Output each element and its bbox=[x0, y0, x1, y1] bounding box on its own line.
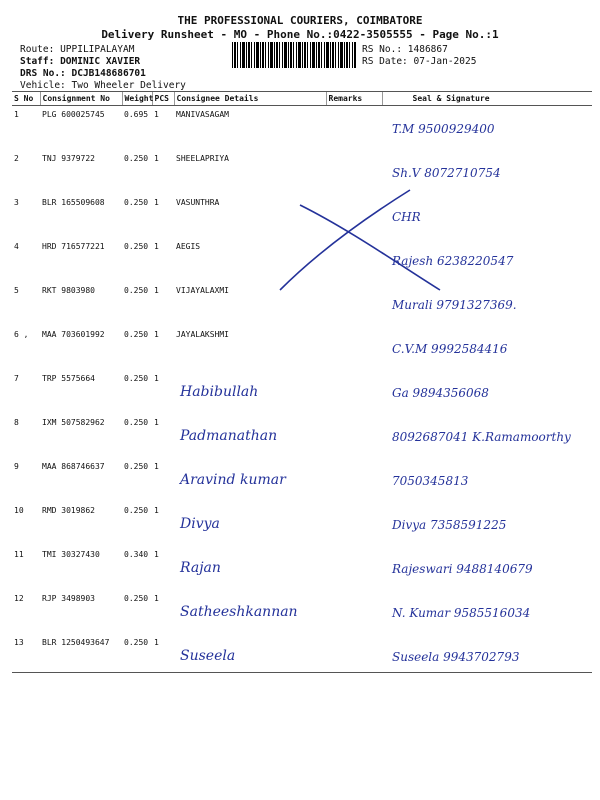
table-row bbox=[12, 326, 592, 370]
weight-cell: 0.250 bbox=[124, 198, 149, 207]
consignee-name: SHEELAPRIYA bbox=[176, 154, 229, 163]
consignee-cell bbox=[174, 634, 326, 673]
signature-cell bbox=[382, 370, 592, 414]
consignee-name: VIJAYALAXMI bbox=[176, 286, 229, 295]
col-header-signature: Seal & Signature bbox=[382, 92, 592, 106]
handwritten-signature: Ga 9894356068 bbox=[392, 386, 489, 400]
pcs-cell: 1 bbox=[154, 374, 159, 383]
rs-no-line bbox=[362, 44, 448, 55]
vehicle-value: Two Wheeler Delivery bbox=[71, 80, 186, 91]
handwritten-signature: N. Kumar 9585516034 bbox=[392, 606, 531, 620]
pcs-cell: 1 bbox=[154, 198, 159, 207]
pcs-cell: 1 bbox=[154, 154, 159, 163]
table-row bbox=[12, 634, 592, 673]
table-row bbox=[12, 414, 592, 458]
handwritten-consignee: Rajan bbox=[180, 560, 221, 576]
consignee-name: JAYALAKSHMI bbox=[176, 330, 229, 339]
handwritten-signature: 8092687041 K.Ramamoorthy bbox=[392, 430, 571, 444]
handwritten-signature: Murali 9791327369. bbox=[392, 298, 517, 312]
strike-cross-mark bbox=[240, 185, 445, 295]
pcs-cell: 1 bbox=[154, 506, 159, 515]
rs-date-line bbox=[362, 56, 476, 67]
consignee-cell bbox=[174, 414, 326, 458]
handwritten-signature: Rajesh 6238220547 bbox=[392, 254, 514, 268]
remarks-cell bbox=[326, 106, 382, 151]
consignment-cell: RKT 9803980 bbox=[42, 286, 95, 295]
weight-cell: 0.340 bbox=[124, 550, 149, 559]
runsheet-subtitle: Delivery Runsheet - MO - Phone No.:0422-3505555 - Page No.:1 bbox=[101, 28, 499, 41]
sno-cell: 7 bbox=[14, 374, 19, 383]
weight-cell: 0.695 bbox=[124, 110, 149, 119]
weight-cell: 0.250 bbox=[122, 634, 152, 673]
pcs-cell: 1 bbox=[154, 462, 159, 471]
route-line bbox=[20, 44, 134, 55]
consignee-name: MANIVASAGAM bbox=[176, 110, 229, 119]
consignment-cell: BLR 1250493647 bbox=[40, 634, 122, 673]
signature-cell bbox=[382, 414, 592, 458]
sno-cell: 5 bbox=[14, 286, 19, 295]
pcs-cell: 1 bbox=[152, 634, 174, 673]
pcs-cell: 1 bbox=[154, 110, 159, 119]
weight-cell: 0.250 bbox=[124, 594, 149, 603]
handwritten-signature: C.V.M 9992584416 bbox=[392, 342, 508, 356]
consignment-cell: BLR 165509608 bbox=[42, 198, 105, 207]
table-row bbox=[12, 546, 592, 590]
consignee-name: VASUNTHRA bbox=[176, 198, 220, 207]
col-header-sno: S No bbox=[12, 92, 40, 106]
staff-value: DOMINIC XAVIER bbox=[60, 56, 141, 67]
pcs-cell: 1 bbox=[154, 286, 159, 295]
sno-cell: 3 bbox=[14, 198, 19, 207]
consignment-cell: MAA 703601992 bbox=[42, 330, 105, 339]
sno-cell: 13 bbox=[12, 634, 40, 673]
runsheet-table bbox=[12, 91, 592, 673]
col-header-consignee: Consignee Details bbox=[174, 92, 326, 106]
col-header-pcs: PCS bbox=[152, 92, 174, 106]
handwritten-signature: Sh.V 8072710754 bbox=[392, 166, 501, 180]
weight-cell: 0.250 bbox=[124, 154, 149, 163]
weight-cell: 0.250 bbox=[124, 462, 149, 471]
consignee-cell bbox=[174, 370, 326, 414]
consignment-cell: IXM 507582962 bbox=[42, 418, 105, 427]
remarks-cell bbox=[326, 414, 382, 458]
consignee-cell bbox=[174, 326, 326, 370]
sno-cell: 9 bbox=[14, 462, 19, 471]
vehicle-label: Vehicle: bbox=[20, 80, 66, 91]
pcs-cell: 1 bbox=[154, 418, 159, 427]
consignee-cell bbox=[174, 546, 326, 590]
consignee-name: AEGIS bbox=[176, 242, 201, 251]
remarks-cell bbox=[326, 370, 382, 414]
handwritten-consignee: Padmanathan bbox=[180, 428, 278, 444]
route-label: Route: bbox=[20, 44, 55, 55]
consignment-cell: RJP 3498903 bbox=[42, 594, 95, 603]
remarks-cell bbox=[326, 502, 382, 546]
col-header-remarks: Remarks bbox=[326, 92, 382, 106]
pcs-cell: 1 bbox=[154, 594, 159, 603]
weight-cell: 0.250 bbox=[124, 506, 149, 515]
signature-cell bbox=[382, 458, 592, 502]
consignee-cell bbox=[174, 106, 326, 151]
rs-no-label: RS No.: bbox=[362, 44, 403, 55]
handwritten-signature: CHR bbox=[392, 210, 421, 224]
consignment-cell: TRP 5575664 bbox=[42, 374, 95, 383]
handwritten-consignee: Satheeshkannan bbox=[180, 604, 298, 620]
remarks-cell bbox=[326, 546, 382, 590]
sno-cell: 11 bbox=[14, 550, 24, 559]
pcs-cell: 1 bbox=[154, 550, 159, 559]
remarks-cell bbox=[326, 590, 382, 634]
company-title: THE PROFESSIONAL COURIERS, COIMBATORE bbox=[177, 14, 423, 27]
handwritten-signature: Divya 7358591225 bbox=[392, 518, 507, 532]
weight-cell: 0.250 bbox=[124, 286, 149, 295]
route-value: UPPILIPALAYAM bbox=[60, 44, 135, 55]
handwritten-signature: T.M 9500929400 bbox=[392, 122, 495, 136]
sno-cell: 12 bbox=[14, 594, 24, 603]
handwritten-consignee: Suseela bbox=[180, 648, 236, 664]
rs-no-value: 1486867 bbox=[407, 44, 448, 55]
pcs-cell: 1 bbox=[154, 242, 159, 251]
table-row bbox=[12, 370, 592, 414]
table-row bbox=[12, 590, 592, 634]
weight-cell: 0.250 bbox=[124, 330, 149, 339]
consignee-cell bbox=[174, 458, 326, 502]
sno-cell: 6 , bbox=[14, 330, 29, 339]
sno-cell: 1 bbox=[14, 110, 19, 119]
sno-cell: 2 bbox=[14, 154, 19, 163]
consignee-cell bbox=[174, 502, 326, 546]
pcs-cell: 1 bbox=[154, 330, 159, 339]
consignment-cell: MAA 868746637 bbox=[42, 462, 105, 471]
signature-cell bbox=[382, 326, 592, 370]
handwritten-consignee: Divya bbox=[180, 516, 220, 532]
sno-cell: 4 bbox=[14, 242, 19, 251]
table-row bbox=[12, 502, 592, 546]
remarks-cell bbox=[326, 326, 382, 370]
weight-cell: 0.250 bbox=[124, 374, 149, 383]
table-row bbox=[12, 458, 592, 502]
drs-line bbox=[20, 68, 146, 79]
consignment-cell: TMI 30327430 bbox=[42, 550, 100, 559]
remarks-cell bbox=[326, 634, 382, 673]
table-header-row bbox=[12, 92, 592, 106]
sno-cell: 8 bbox=[14, 418, 19, 427]
staff-line bbox=[20, 56, 140, 67]
weight-cell: 0.250 bbox=[124, 242, 149, 251]
signature-cell bbox=[382, 634, 592, 673]
vehicle-line bbox=[20, 80, 186, 91]
sno-cell: 10 bbox=[14, 506, 24, 515]
table-row bbox=[12, 106, 592, 151]
handwritten-signature: 7050345813 bbox=[392, 474, 469, 488]
signature-cell bbox=[382, 106, 592, 151]
rs-date-label: RS Date: bbox=[362, 56, 408, 67]
consignment-cell: PLG 600025745 bbox=[42, 110, 105, 119]
consignment-cell: TNJ 9379722 bbox=[42, 154, 95, 163]
signature-cell bbox=[382, 502, 592, 546]
consignee-cell bbox=[174, 590, 326, 634]
signature-cell bbox=[382, 590, 592, 634]
rs-date-value: 07-Jan-2025 bbox=[413, 56, 477, 67]
drs-value: DCJB148686701 bbox=[71, 68, 146, 79]
signature-cell bbox=[382, 546, 592, 590]
handwritten-consignee: Habibullah bbox=[180, 384, 259, 400]
consignment-cell: HRD 716577221 bbox=[42, 242, 105, 251]
consignment-cell: RMD 3019862 bbox=[42, 506, 95, 515]
drs-label: DRS No.: bbox=[20, 68, 66, 79]
handwritten-signature: Suseela 9943702793 bbox=[392, 650, 520, 664]
barcode-graphic bbox=[232, 42, 356, 68]
remarks-cell bbox=[326, 458, 382, 502]
staff-label: Staff: bbox=[20, 56, 55, 67]
handwritten-signature: Rajeswari 9488140679 bbox=[392, 562, 533, 576]
handwritten-consignee: Aravind kumar bbox=[180, 472, 286, 488]
col-header-weight: Weight bbox=[122, 92, 152, 106]
col-header-consignment: Consignment No bbox=[40, 92, 122, 106]
weight-cell: 0.250 bbox=[124, 418, 149, 427]
